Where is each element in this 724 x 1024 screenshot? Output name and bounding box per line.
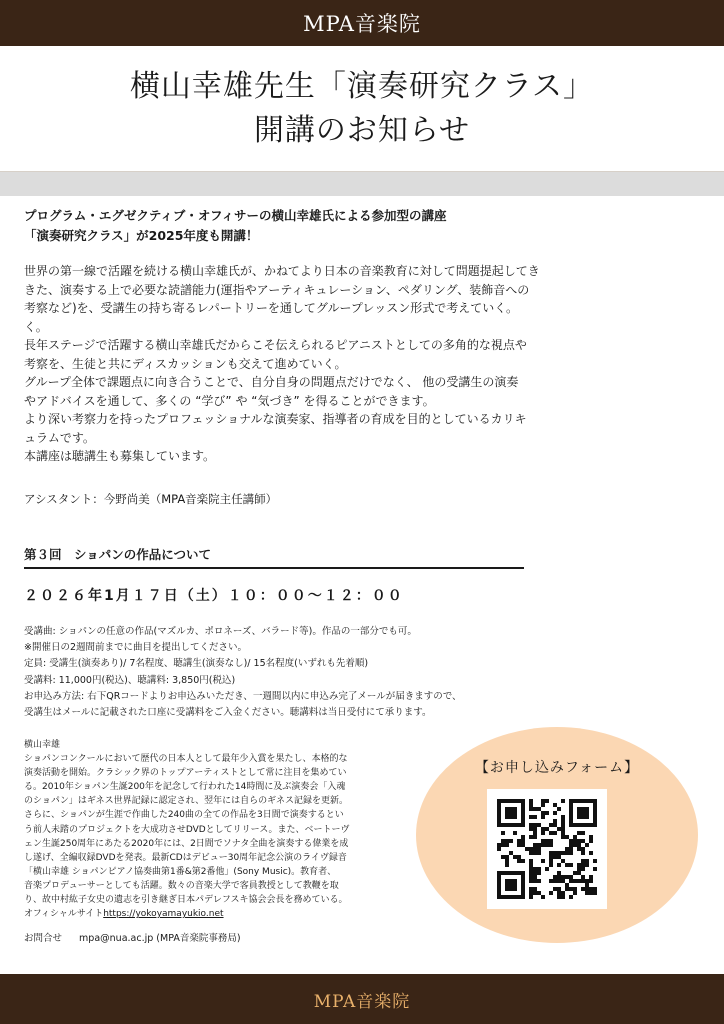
details-line: 受講生はメールに記載された口座に受講料をご入金ください。聴講料は当日受付にて承ります。 [24, 707, 432, 719]
event-details [24, 624, 704, 721]
profile-line: し遂げ、全編収録DVDを発表。最新CDはデビュー30周年記念公演のライヴ録音 [24, 852, 347, 863]
divider-band [0, 172, 724, 196]
description [24, 262, 674, 466]
description-line: 本講座は聴講生も募集しています。 [24, 449, 216, 463]
description-line: 長年ステージで活躍する横山幸雄氏だからこそ伝えられるピアニストとしての多角的な視点や [24, 338, 527, 352]
profile-line: る。2010年ショパン生誕200年を記念して行われた14時間に及ぶ演奏会「入魂 [24, 782, 346, 793]
instructor-profile [24, 738, 376, 921]
official-site-row [24, 907, 376, 921]
official-site-label: オフィシャルサイト [24, 909, 104, 920]
description-line: より深い考察力を持ったプロフェッショナルな演奏家、指導者の育成を目的としているカリキ [24, 412, 527, 426]
title-block [0, 46, 724, 172]
description-line: やアドバイスを通して、多くの “学び” や “気づき” を得ることができます。 [24, 393, 435, 408]
profile-line: り、故中村紘子女史の遺志を引き継ぎ日本パデレフスキ協会会長を務めている。 [24, 895, 348, 906]
instructor-name: 横山幸雄 [24, 740, 61, 750]
page-title-line-1: 横山幸雄先生「演奏研究クラス」 [129, 68, 595, 104]
profile-line: のショパン」はギネス世界記録に認定され、翌年には自らのギネス記録を更新。 [24, 796, 349, 807]
header-bar [0, 0, 724, 46]
lead-text [24, 206, 684, 246]
description-line: ュラムです。 [24, 430, 95, 445]
description-line: 考察など)を、受講生の持ち寄るレパートリーを通してグループレッスン形式で考えていく。 [24, 301, 519, 315]
profile-line: ショパンコンクールにおいて歴代の日本人として最年少入賞を果たし、本格的な [24, 754, 348, 765]
header-brand: MPA音楽院 [303, 12, 421, 36]
details-line: 受講料: 11,000円(税込)、聴講料: 3,850円(税込) [24, 674, 236, 686]
details-line: 受講曲: ショパンの任意の作品(マズルカ、ポロネーズ、バラード等)。作品の一部分でも可。 [24, 626, 417, 637]
event-date: ２０２６年1月１７日（土）１０：００〜１２：００ [24, 588, 404, 604]
profile-line: 「横山幸雄 ショパンピアノ協奏曲第1番&第2番他」(Sony Music)。教育者、 [24, 866, 337, 877]
lead-line-1: プログラム・エグゼクティブ・オフィサーの横山幸雄氏による参加型の講座 [24, 208, 447, 223]
profile-line: 音楽プロデューサーとしても活躍。数々の音楽大学で客員教授として教鞭を取 [24, 880, 339, 891]
application-qr-code[interactable] [487, 789, 607, 909]
profile-line: ェン生誕250周年にあたる2020年には、2日間でソナタ全曲を演奏する偉業を成 [24, 838, 349, 849]
application-form-label: 【お申し込みフォーム】 [474, 760, 640, 776]
profile-line: 演奏活動を開始。クラシック界のトップアーティストとして常に注目を集めてい [24, 768, 347, 779]
description-line: く。 [24, 319, 48, 334]
footer-bar [0, 974, 724, 1024]
details-line: 定員: 受講生(演奏あり)/ 7名程度、聴講生(演奏なし)/ 15名程度(いずれも先着順) [24, 658, 369, 670]
profile-line: う前人未踏のプロジェクトを大成功させDVDとしてリリース。また、ベートーヴ [24, 824, 350, 835]
details-line: ※開催日の2週間前までに曲目を提出してください。 [24, 642, 248, 654]
description-line: 世界の第一線で活躍を続ける横山幸雄氏が、かねてより日本の音楽教育に対して問題提起してき [24, 264, 540, 278]
profile-line: さらに、ショパンが生涯で作曲した240曲の全ての作品を3日間で演奏するとい [24, 810, 344, 821]
details-line: お申込み方法: 右下QRコードよりお申込みいただき、一週間以内に申込み完了メールが届きますので、 [24, 690, 462, 702]
page-title-line-2: 開講のお知らせ [253, 112, 471, 148]
description-line: グループ全体で課題点に向き合うことで、自分自身の問題点だけでなく、 他の受講生の演奏 [24, 375, 519, 389]
footer-brand: MPA音楽院 [313, 991, 411, 1012]
official-site-link[interactable]: https://yokoyamayukio.net [103, 909, 224, 920]
contact-info [24, 932, 241, 946]
qr-code-icon [497, 799, 597, 899]
description-line: きた、演奏する上で必要な読譜能力(運指やアーティキュレーション、ペダリング、装飾音への [24, 282, 530, 297]
lead-line-2: 「演奏研究クラス」が2025年度も開講！ [24, 228, 259, 243]
assistant-credit: アシスタント：今野尚美（MPA音楽院主任講師） [24, 492, 278, 506]
section-heading: 第３回 ショパンの作品について [24, 545, 524, 569]
description-line: 考察を、生徒と共にディスカッションも交えて進めていく。 [24, 356, 347, 371]
contact-label: お問合せ [24, 933, 63, 944]
contact-email[interactable]: mpa@nua.ac.jp (MPA音楽院事務局) [79, 933, 241, 944]
